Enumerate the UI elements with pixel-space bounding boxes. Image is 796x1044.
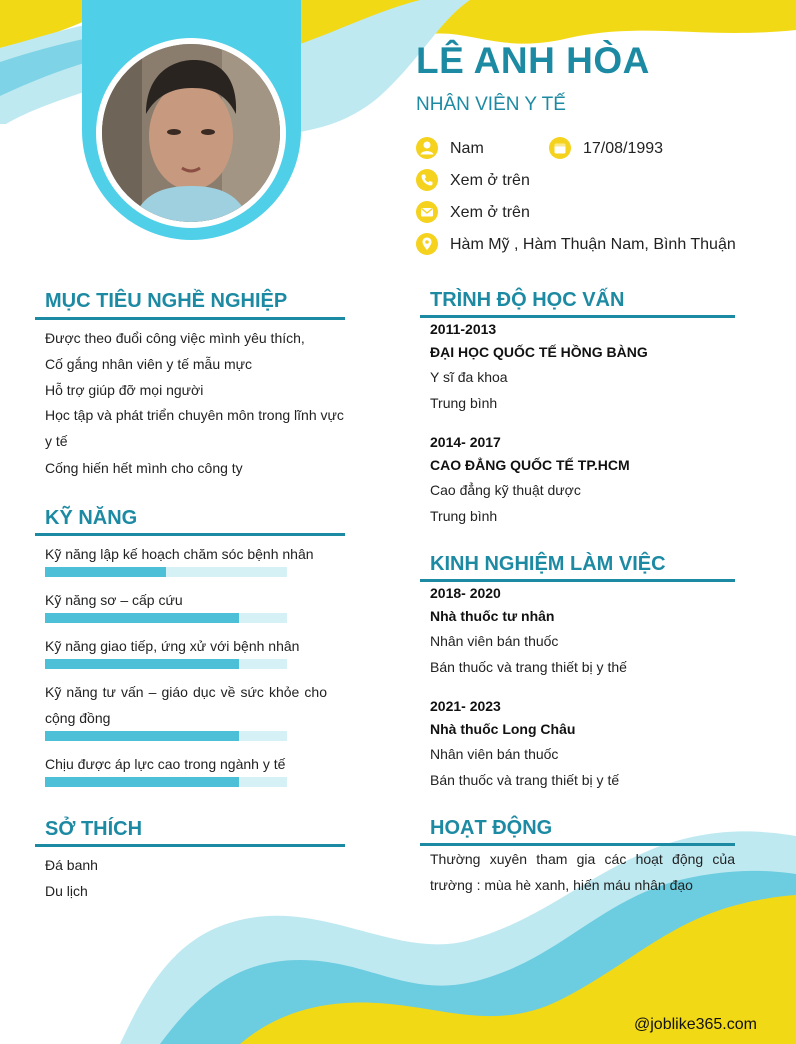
hobbies-heading: SỞ THÍCH <box>45 818 143 840</box>
education-school: CAO ĐẲNG QUỐC TẾ TP.HCM <box>430 457 630 473</box>
location-pin-icon <box>416 233 438 255</box>
hobbies-rule <box>35 844 345 847</box>
job-title: NHÂN VIÊN Y TẾ <box>416 94 566 115</box>
education-major: Y sĩ đa khoa <box>430 369 508 385</box>
skills-rule <box>35 533 345 536</box>
education-grade: Trung bình <box>430 395 498 411</box>
skill-bar <box>45 659 287 669</box>
skill-bar-fill <box>45 659 239 669</box>
education-period: 2011-2013 <box>430 321 497 337</box>
experience-role: Nhân viên bán thuốc <box>430 633 559 649</box>
skill-label: Chịu được áp lực cao trong ngành y tế <box>45 756 286 772</box>
activities-heading: HOẠT ĐỘNG <box>430 817 553 839</box>
gender-value: Nam <box>450 140 484 157</box>
education-major: Cao đẳng kỹ thuật dược <box>430 482 581 498</box>
skill-bar <box>45 731 287 741</box>
experience-desc: Bán thuốc và trang thiết bị y tế <box>430 772 620 788</box>
hobby-item: Đá banh <box>45 857 98 873</box>
skill-bar-fill <box>45 567 166 577</box>
skill-label: Kỹ năng sơ – cấp cứu <box>45 592 183 608</box>
experience-company: Nhà thuốc Long Châu <box>430 721 576 737</box>
skill-bar-fill <box>45 613 239 623</box>
skill-bar <box>45 777 287 787</box>
activities-text: Thường xuyên tham gia các hoạt động của trường : mùa hè xanh, hiến máu nhân đạo <box>430 851 735 893</box>
skill-bar-fill <box>45 731 239 741</box>
mail-icon <box>416 201 438 223</box>
skills-heading: KỸ NĂNG <box>45 507 138 529</box>
address-value: Hàm Mỹ , Hàm Thuận Nam, Bình Thuận <box>450 236 736 253</box>
email-value: Xem ở trên <box>450 204 530 221</box>
objective-line: Hỗ trợ giúp đỡ mọi người <box>45 382 204 398</box>
objective-heading: MỤC TIÊU NGHỀ NGHIỆP <box>45 290 288 312</box>
objective-line: Học tập và phát triển chuyên môn trong lĩnh vực y tế <box>45 407 344 449</box>
experience-desc: Bán thuốc và trang thiết bị y thế <box>430 659 627 675</box>
hobby-item: Du lịch <box>45 883 88 899</box>
objective-rule <box>35 317 345 320</box>
experience-period: 2018- 2020 <box>430 585 501 601</box>
portrait-illustration <box>102 44 280 222</box>
objective-line: Cố gắng nhân viên y tế mẫu mực <box>45 356 253 372</box>
skill-label: Kỹ năng lập kế hoạch chăm sóc bệnh nhân <box>45 546 314 562</box>
education-heading: TRÌNH ĐỘ HỌC VẤN <box>430 289 625 311</box>
experience-period: 2021- 2023 <box>430 698 501 714</box>
candidate-name: LÊ ANH HÒA <box>416 40 650 81</box>
education-school: ĐẠI HỌC QUỐC TẾ HỒNG BÀNG <box>430 344 648 360</box>
user-icon <box>416 137 438 159</box>
skill-bar <box>45 613 287 623</box>
experience-company: Nhà thuốc tư nhân <box>430 608 555 624</box>
phone-value: Xem ở trên <box>450 172 530 189</box>
objective-line: Cống hiến hết mình cho công ty <box>45 460 243 476</box>
skill-bar <box>45 567 287 577</box>
education-period: 2014- 2017 <box>430 434 501 450</box>
objective-line: Được theo đuổi công việc mình yêu thích, <box>45 330 305 346</box>
calendar-icon <box>549 137 571 159</box>
skill-bar-fill <box>45 777 239 787</box>
footer-watermark: @joblike365.com <box>634 1016 757 1033</box>
skill-label: Kỹ năng tư vấn – giáo dục về sức khỏe cho cộng đồng <box>45 684 327 726</box>
education-rule <box>420 315 735 318</box>
experience-heading: KINH NGHIỆM LÀM VIỆC <box>430 553 666 575</box>
education-grade: Trung bình <box>430 508 498 524</box>
dob-value: 17/08/1993 <box>583 140 664 157</box>
experience-rule <box>420 579 735 582</box>
phone-icon <box>416 169 438 191</box>
skill-label: Kỹ năng giao tiếp, ứng xử với bệnh nhân <box>45 638 300 654</box>
profile-photo <box>102 44 280 222</box>
experience-role: Nhân viên bán thuốc <box>430 746 559 762</box>
